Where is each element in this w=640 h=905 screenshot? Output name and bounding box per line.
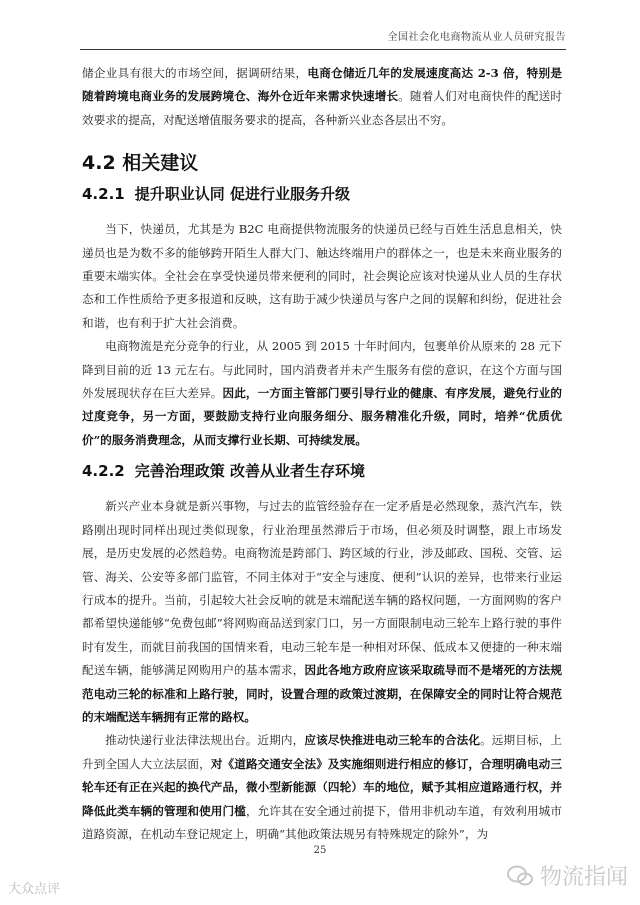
body-paragraph — [82, 218, 562, 335]
emphasis-text: 对《道路交通安全法》及实施细则进行相应的修订，合理明确电动三轮车还有正在兴起的换代产品，微小型新能源（四轮）车的地位，赋予其相应道路通行权，并降低此类车辆的管理和使用门槛 — [82, 756, 562, 818]
emphasis-text: 应该尽快推进电动三轮车的合法化 — [304, 733, 481, 748]
body-paragraph — [82, 729, 562, 846]
section-title: 相关建议 — [122, 152, 199, 175]
page-number: 25 — [313, 845, 327, 856]
running-header: 全国社会化电商物流从业人员研究报告 — [387, 32, 566, 43]
section-number: 4.2 — [82, 152, 116, 175]
subsection-title: 提升职业认同 促进行业服务升级 — [134, 185, 350, 204]
emphasis-text: 电商仓储近几年的发展速度高达 2-3 倍，特别是随着跨境电商业务的发展跨境仓、海外仓近年来需求快速增长 — [82, 66, 562, 104]
watermark-right-text: 物流指闻 — [539, 865, 628, 890]
subsection-number: 4.2.1 — [82, 185, 125, 204]
wechat-icon — [506, 864, 534, 888]
body-text: 电商物流是充分竞争的行业，从 2005 到 2015 十年时间内，包裹单价从原来的 28 元下降到目前的近 13 元左右。与此同时，国内消费者并未产生服务有偿的意识，在这个方面与国外发展现状存在巨大差异。 — [82, 339, 562, 401]
body-paragraph — [82, 495, 562, 729]
subsection-number: 4.2.2 — [82, 462, 125, 481]
page-content — [82, 62, 562, 846]
body-text: 。随着人们对电商快件的配送时效要求的提高，对配送增值服务要求的提高，各种新兴业态各层出不穷。 — [82, 89, 562, 127]
watermark-right — [506, 860, 628, 891]
intro-paragraph — [82, 62, 562, 132]
section-heading — [82, 148, 562, 175]
body-text: ，允许其在安全通过前提下，借用非机动车道，有效利用城市道路资源，在机动车登记规定上，明确“其他政策法规另有特殊规定的除外”，为 — [82, 803, 562, 841]
body-text: 储企业具有很大的市场空间，据调研结果， — [82, 66, 308, 80]
header-rule — [80, 49, 566, 50]
body-text: 推动快递行业法律法规出台。近期内， — [105, 733, 305, 748]
body-text: 。远期目标，上升到全国人大立法层面， — [82, 733, 562, 771]
body-paragraph — [82, 335, 562, 452]
subsection-title: 完善治理政策 改善从业者生存环境 — [134, 462, 365, 481]
body-text: 当下，快递员，尤其是为 B2C 电商提供物流服务的快递员已经与百姓生活息息相关，快递员也是为数不多的能够跨开陌生人群大门、触达终端用户的群体之一，也是未来商业服务的重要末端实体。全社会在享受快递员带来便利的同时，社会舆论应该对快递从业人员的生存状态和工作性质给予更多报道和反映，这有助于减少快递员与客户之间的误解和纠纷，促进社会和谐，也有利于扩大社会消费。 — [82, 222, 562, 330]
watermark-left: 大众点评 — [8, 882, 61, 897]
subsection-heading-1 — [82, 183, 562, 204]
emphasis-text: 因此各地方政府应该采取疏导而不是堵死的方法规范电动三轮的标准和上路行驶，同时，设置合理的政策过渡期，在保障安全的同时让符合规范的末端配送车辆拥有正常的路权。 — [82, 663, 562, 724]
emphasis-text: 因此，一方面主管部门要引导行业的健康、有序发展，避免行业的过度竞争，另一方面，要鼓励支持行业向服务细分、服务精准化升级，同时，培养“优质优价”的服务消费理念，从而支撑行业长期、可持续发展。 — [82, 386, 562, 447]
body-text: 新兴产业本身就是新兴事物，与过去的监管经验存在一定矛盾是必然现象，蒸汽汽车，铁路刚出现时同样出现过类似现象，行业治理虽然滞后于市场，但必须及时调整，跟上市场发展，是历史发展的必然趋势。电商物流是跨部门、跨区域的行业，涉及邮政、国税、交管、运管、海关、公安等多部门监管，不同主体对于“安全与速度、便利”认识的差异，也带来行业运行成本的提升。当前，引起较大社会反响的就是末端配送车辆的路权问题，一方面网购的客户都希望快递能够“免费包邮”将网购商品送到家门口，另一方面限制电动三轮车上路行驶的事件时有发生，而就目前我国的国情来看，电动三轮车是一种相对环保、低成本又便捷的一种末端配送车辆，能够满足网购用户的基本需求， — [82, 499, 562, 678]
subsection-heading-2 — [82, 460, 562, 481]
